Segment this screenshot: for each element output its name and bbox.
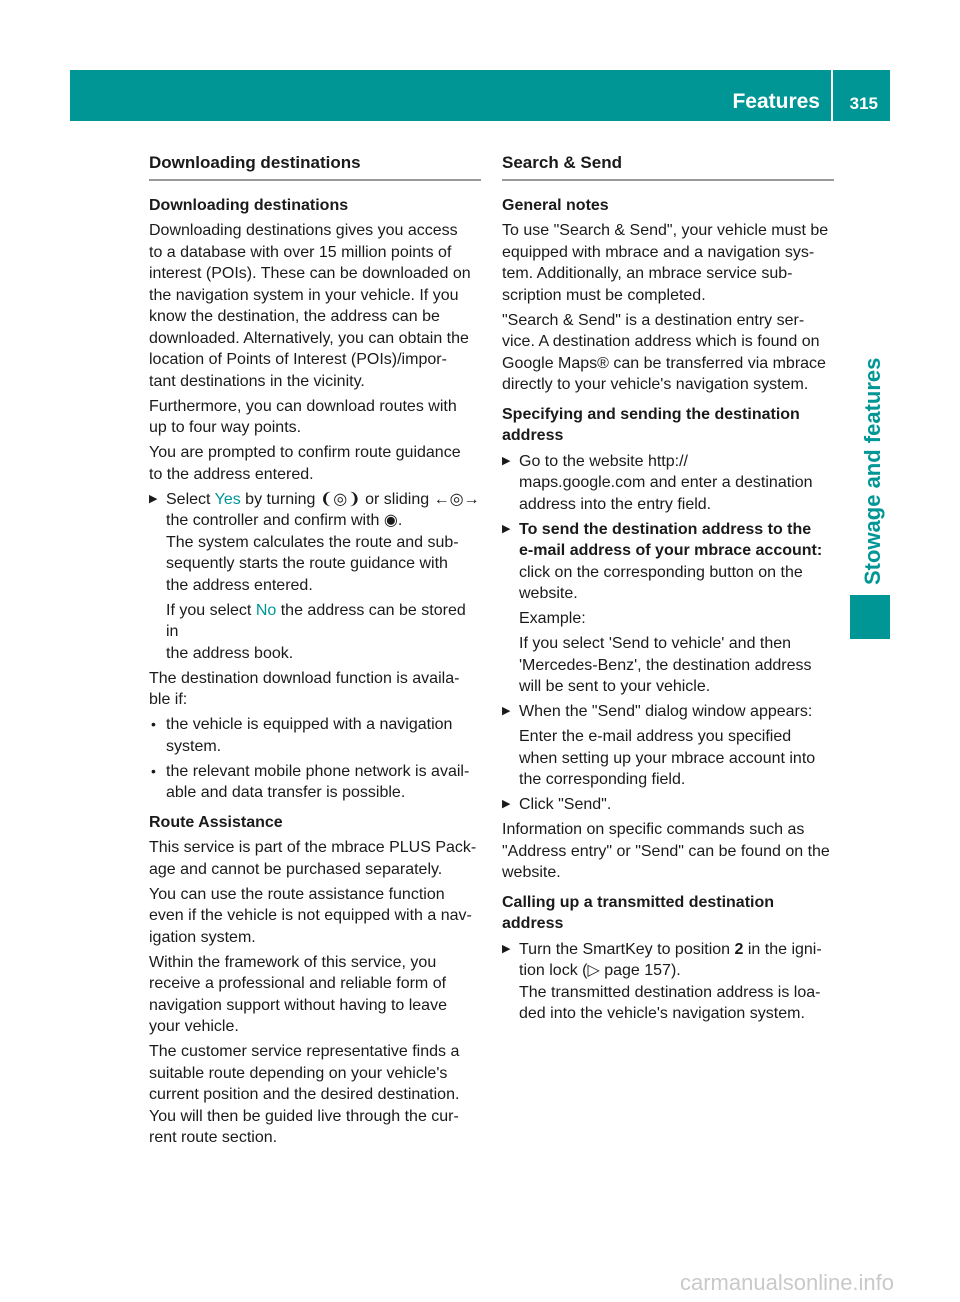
section-heading (502, 152, 834, 181)
text: General notes (502, 196, 609, 214)
text: Information on specific commands such as "Address entry" or "Send" can be found on the website. (502, 821, 830, 881)
side-tab-label: Stowage and features (860, 357, 885, 585)
text: Go to the website http:// maps.google.com and enter a destination address into the entry field. (519, 452, 813, 513)
watermark: carmanualsonline.info (680, 1270, 895, 1295)
text-run: the address can be stored in the address book. (166, 601, 466, 662)
paragraph (149, 952, 481, 1038)
paragraph (502, 819, 834, 884)
section-title: Features (732, 90, 820, 113)
text: Specifying and sending the destination address (502, 405, 800, 444)
text-run: Turn the SmartKey to position (519, 940, 735, 958)
text: The customer service representative finds a suitable route depending on your vehicle's current position and the desired destination. You will then be guided live through the cur- rent route section. (149, 1043, 460, 1146)
dot-bullet-icon: • (151, 762, 156, 779)
arrow-bullet-icon: ▶ (149, 492, 158, 505)
paragraph (149, 668, 481, 711)
bullet-item (149, 714, 481, 757)
paragraph (149, 1041, 481, 1149)
right-column (502, 152, 834, 1028)
text-run: in the igni- tion lock (▷ page 157). The transmitted destination address is loa- ded into the vehicle's navigation system. (519, 940, 822, 1022)
text: To use "Search & Send", your vehicle must be equipped with mbrace and a navigation sys- tem. Additionally, an mbrace service sub- scription must be completed. (502, 222, 829, 304)
arrow-bullet-icon: ▶ (502, 454, 511, 467)
text: Example: (519, 610, 586, 627)
arrow-bullet-icon: ▶ (502, 942, 511, 955)
paragraph (502, 220, 834, 306)
text: Search & Send (502, 153, 622, 172)
text: This service is part of the mbrace PLUS Pack- age and cannot be purchased separately. (149, 839, 477, 878)
text-run: To send the destination address to the e-mail address of your mbrace account: (519, 520, 823, 559)
display-value: Yes (214, 490, 241, 508)
text-run: 2 (734, 940, 744, 958)
paragraph (502, 310, 834, 396)
paragraph (149, 396, 481, 439)
text: Downloading destinations gives you access to a database with over 15 million points of interest (POIs). These can be downloaded on the navigation system in your vehicle. If you know the destination, the address can be downloaded. Alternatively, you can obtain the location of Points of Interest (POIs)/impor- tant destinations in the vicinity. (149, 222, 471, 390)
arrow-bullet-icon: ▶ (502, 798, 511, 810)
text: Click "Send". (519, 796, 612, 813)
subheading (149, 812, 481, 834)
text: Calling up a transmitted destination address (502, 893, 775, 932)
paragraph (149, 884, 481, 949)
indented-paragraph (149, 600, 481, 665)
instruction-step (502, 451, 834, 516)
bullet-item (149, 761, 481, 804)
paragraph (149, 837, 481, 880)
page-number: 315 (849, 94, 878, 113)
side-tab (848, 340, 885, 585)
text-run: If you select (166, 601, 256, 619)
text: You are prompted to confirm route guidance to the address entered. (149, 444, 461, 483)
text: Downloading destinations (149, 196, 349, 214)
text: Furthermore, you can download routes with up to four way points. (149, 397, 457, 436)
dot-bullet-icon: • (151, 716, 156, 732)
arrow-bullet-icon: ▶ (502, 522, 511, 535)
left-column (149, 152, 481, 1152)
indented-paragraph (502, 726, 834, 791)
text: You can use the route assistance function even if the vehicle is not equipped with a nav- igation system. (149, 885, 472, 946)
subheading (502, 892, 834, 935)
text: The destination download function is availa- ble if: (149, 669, 460, 708)
subheading (149, 195, 481, 217)
text-run: click on the corresponding button on the website. (519, 563, 803, 602)
paragraph (149, 220, 481, 392)
text: When the "Send" dialog window appears: (519, 703, 813, 720)
text: the vehicle is equipped with a navigation system. (166, 716, 453, 755)
page-header (70, 70, 890, 121)
instruction-step (502, 519, 834, 605)
indented-paragraph (502, 608, 834, 630)
instruction-step (502, 701, 834, 723)
indented-paragraph (502, 633, 834, 698)
text: Route Assistance (149, 813, 283, 831)
section-heading (149, 152, 481, 181)
subheading (502, 404, 834, 447)
side-tab-marker (850, 595, 890, 639)
display-value: No (255, 601, 277, 619)
subheading (502, 195, 834, 217)
text: Within the framework of this service, you receive a professional and reliable form of navigation support without having to leave your vehicle. (149, 953, 447, 1035)
text: If you select 'Send to vehicle' and then 'Mercedes-Benz', the destination address will be sent to your vehicle. (519, 635, 812, 695)
header-divider (831, 70, 833, 121)
text-run: Select (166, 490, 215, 508)
text: "Search & Send" is a destination entry ser- vice. A destination address which is found on Google Maps® can be transferred via mbrace directly to your vehicle's navigation system. (502, 311, 826, 393)
text: Downloading destinations (149, 153, 361, 172)
paragraph (149, 442, 481, 485)
instruction-step (149, 489, 481, 597)
instruction-step (502, 939, 834, 1025)
arrow-bullet-icon: ▶ (502, 705, 511, 717)
text-run: by turning ❨◎❩ or sliding ←◎→ the controller and confirm with ◉. The system calculates the route and sub- sequently starts the route guidance with the address entered. (166, 490, 480, 594)
text: the relevant mobile phone network is avail- able and data transfer is possible. (166, 762, 470, 801)
instruction-step (502, 794, 834, 816)
text: Enter the e-mail address you specified when setting up your mbrace account into the corresponding field. (519, 728, 816, 788)
